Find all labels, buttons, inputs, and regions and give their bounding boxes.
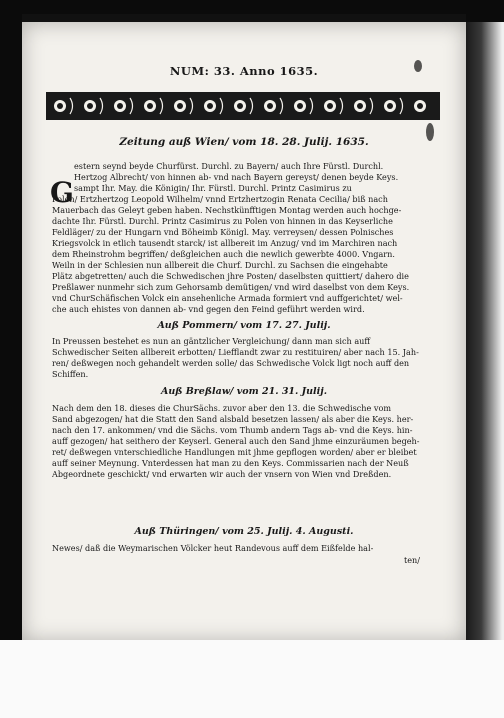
- body-line: ren/ deßwegen noch gehandelt werden solle/ das Schwedische Volck ligt noch auff den: [52, 358, 410, 368]
- section-heading-thueringen: Auß Thüringen/ vom 25. Julij. 4. Augusti.: [134, 526, 354, 537]
- body-line: ten/: [404, 555, 420, 565]
- body-line: Schwedischer Seiten allbereit erbotten/ Liefflandt zwar zu restituiren/ aber nach 15. Jah-: [52, 347, 419, 357]
- body-line: estern seynd beyde Churfürst. Durchl. zu Bayern/ auch Ihre Fürstl. Durchl.: [74, 161, 384, 171]
- body-line: Abgeordnete geschickt/ vnd erwarten wir auch der vnsern von Wien vnd Dreßden.: [52, 469, 392, 479]
- body-line: Weiln in der Schlesien nun allbereit die Churf. Durchl. zu Sachsen die eingehabte: [52, 260, 388, 270]
- dropcap: G: [50, 176, 74, 209]
- section-heading-pommern: Auß Pommern/ vom 17. 27. Julij.: [157, 320, 331, 331]
- body-line: dem Rheinstrohm begriffen/ deßgleichen auch die newlich gewerbte 4000. Vngarn.: [52, 249, 395, 259]
- ink-smudge: [426, 123, 434, 141]
- body-line: Kriegsvolck in etlich tausendt starck/ ist allbereit im Anzug/ vnd im Marchiren nach: [52, 238, 398, 248]
- masthead: NUM: 33. Anno 1635.: [169, 64, 319, 78]
- headline: Zeitung auß Wien/ vom 18. 28. Julij. 1635.: [119, 136, 369, 148]
- body-line: Polen/ Ertzhertzog Leopold Wilhelm/ vnnd Ertzhertzogin Renata Cecilia/ biß nach: [52, 194, 388, 204]
- body-line: auff gezogen/ hat seithero der Keyserl. General auch den Sand jhme einzuräumen begeh-: [52, 436, 420, 446]
- body-line: Mauerbach das Geleyt geben haben. Nechstkünfftigen Montag werden auch hochge-: [52, 205, 402, 215]
- body-line: Feldläger/ zu der Hungarn vnd Böheimb Königl. May. verreysen/ dessen Polnisches: [52, 227, 394, 237]
- body-line: vnd ChurSchäfischen Volck ein ansehenliche Armada formiert vnd auffgerichtet/ wel-: [52, 293, 403, 303]
- body-line: sampt Ihr. May. die Königin/ Ihr. Fürstl. Durchl. Printz Casimirus zu: [74, 183, 352, 193]
- body-line: Hertzog Albrecht/ von hinnen ab- vnd nach Bayern gereyst/ denen beyde Keys.: [74, 172, 399, 182]
- scan-margin-bottom: [0, 640, 504, 718]
- newspaper-page: [22, 22, 466, 642]
- ornament-border: [46, 92, 440, 120]
- body-line: auff seiner Meynung. Vnterdessen hat man zu den Keys. Commissarien nach der Neuß: [52, 458, 409, 468]
- body-line: Newes/ daß die Weymarischen Völcker heut Randevous auff dem Eißfelde hal-: [52, 543, 374, 553]
- body-line: Schiffen.: [52, 369, 89, 379]
- body-line: Sand abgezogen/ hat die Statt den Sand alsbald besetzen lassen/ als aber die Keys. her-: [52, 414, 414, 424]
- body-line: ret/ deßwegen vnterschiedliche Handlungen mit jhme gepflogen worden/ aber er bleibet: [52, 447, 417, 457]
- body-line: Preßlawer nunmehr sich zum Gehorsamb demütigen/ vnd wird daselbst von dem Keys.: [52, 282, 410, 292]
- body-line: che auch ehistes von dannen ab- vnd gegen den Feind geführt werden wird.: [52, 304, 365, 314]
- body-line: dachte Ihr. Fürstl. Durchl. Printz Casimirus zu Polen von hinnen in das Keyserliche: [52, 216, 393, 226]
- scan-edge-right: [466, 22, 504, 642]
- body-line: In Preussen bestehet es nun an gäntzlicher Vergleichung/ dann man sich auff: [52, 336, 371, 346]
- body-line: Plätz abgetretten/ auch die Schwedischen jhre Posten/ daselbsten quittiert/ dahero die: [52, 271, 409, 281]
- body-line: nach den 17. ankommen/ vnd die Sächs. vom Thumb andern Tags ab- vnd die Keys. hin-: [52, 425, 413, 435]
- ink-smudge: [414, 60, 422, 72]
- body-line: Nach dem den 18. dieses die ChurSächs. zuvor aber den 13. die Schwedische vom: [52, 403, 392, 413]
- section-heading-bresslaw: Auß Breßlaw/ vom 21. 31. Julij.: [160, 386, 328, 397]
